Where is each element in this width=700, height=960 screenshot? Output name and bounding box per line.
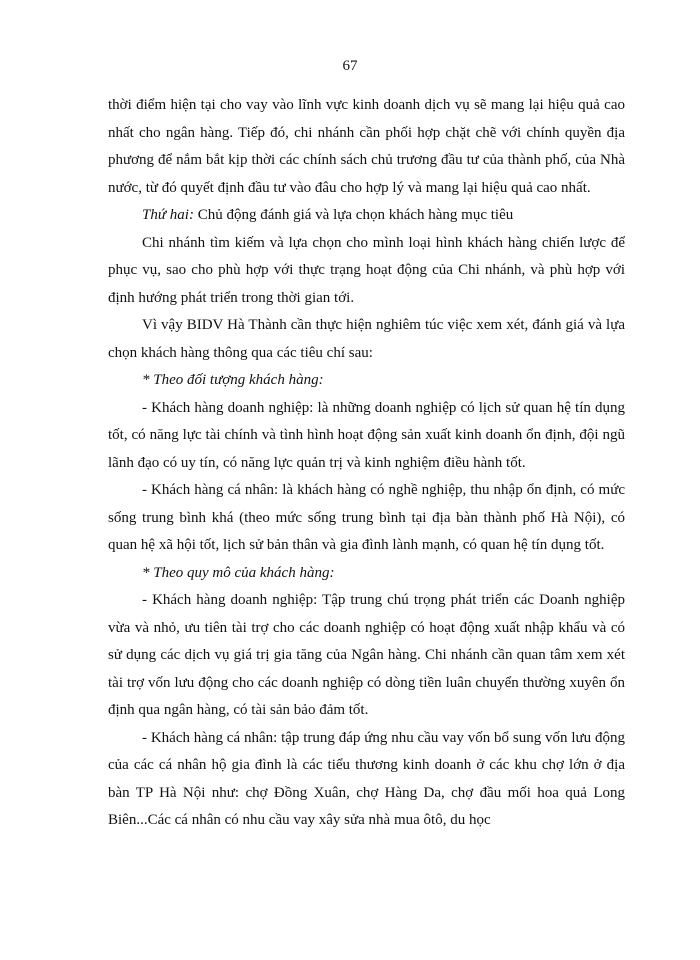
criteria-heading-scale: * Theo quy mô của khách hàng:: [142, 564, 335, 581]
document-body: [108, 92, 625, 835]
paragraph-branch-selection: Chi nhánh tìm kiếm và lựa chọn cho mình loại hình khách hàng chiến lược để phục vụ, sao cho phù hợp với thực trạng hoạt động của Chi nhánh, và phù hợp với định hướng phát triển trong thời gian tới.: [108, 234, 625, 306]
subheading-text: Chủ động đánh giá và lựa chọn khách hàng mục tiêu: [193, 207, 514, 223]
paragraph-enterprise-scale: - Khách hàng doanh nghiệp: Tập trung chú trọng phát triển các Doanh nghiệp vừa và nhỏ, ưu tiên tài trợ cho các doanh nghiệp có hoạt động xuất nhập khẩu và có sử dụng các dịch vụ giá trị gia tăng của Ngân hàng. Chi nhánh cần quan tâm xem xét tài trợ vốn lưu động cho các doanh nghiệp có dòng tiền luân chuyển thường xuyên ổn định qua ngân hàng, có tài sản bảo đảm tốt.: [108, 592, 625, 718]
subheading-label: Thứ hai:: [142, 207, 194, 223]
paragraph-continuation: thời điểm hiện tại cho vay vào lĩnh vực kinh doanh dịch vụ sẽ mang lại hiệu quả cao nhất cho ngân hàng. Tiếp đó, chi nhánh cần phối hợp chặt chẽ với chính quyền địa phương để nắm bắt kịp thời các chính sách chủ trương đầu tư của thành phố, của Nhà nước, từ đó quyết định đầu tư vào đâu cho hợp lý và mang lại hiệu quả cao nhất.: [108, 97, 625, 196]
page-number: 67: [342, 58, 358, 74]
paragraph-individual-scale: - Khách hàng cá nhân: tập trung đáp ứng nhu cầu vay vốn bổ sung vốn lưu động của các cá nhân hộ gia đình là các tiểu thương kinh doanh ở các khu chợ lớn ở địa bàn TP Hà Nội như: chợ Đồng Xuân, chợ Hàng Da, chợ đầu mối hoa quả Long Biên...Các cá nhân có nhu cầu vay xây sửa nhà mua ôtô, du học: [108, 729, 625, 828]
paragraph-enterprise-customers: - Khách hàng doanh nghiệp: là những doanh nghiệp có lịch sử quan hệ tín dụng tốt, có năng lực tài chính và tình hình hoạt động sản xuất kinh doanh ổn định, đội ngũ lãnh đạo có uy tín, có năng lực quản trị và kinh nghiệm điều hành tốt.: [108, 399, 625, 471]
subheading-second: [108, 202, 625, 230]
paragraph-bidv-criteria: Vì vậy BIDV Hà Thành cần thực hiện nghiêm túc việc xem xét, đánh giá và lựa chọn khách hàng thông qua các tiêu chí sau:: [108, 317, 625, 361]
criteria-heading-customer-type: * Theo đối tượng khách hàng:: [142, 372, 324, 388]
paragraph-individual-customers: - Khách hàng cá nhân: là khách hàng có nghề nghiệp, thu nhập ổn định, có mức sống trung bình khá (theo mức sống trung bình tại địa bàn thành phố Hà Nội), có quan hệ xã hội tốt, lịch sử bản thân và gia đình lành mạnh, có quan hệ tín dụng tốt.: [108, 482, 625, 553]
